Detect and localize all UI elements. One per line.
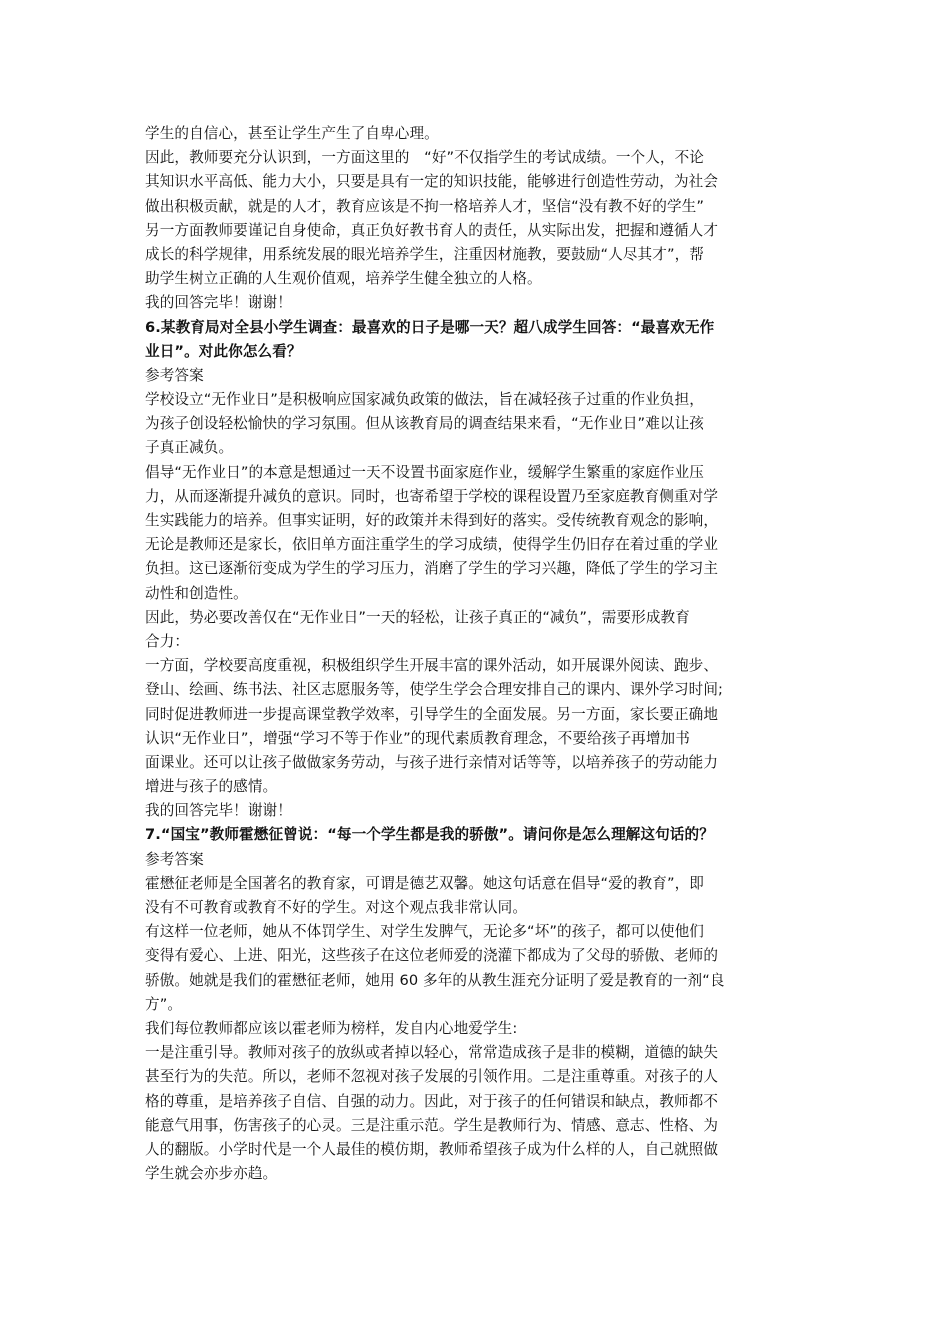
text-line: 做出积极贡献，就是的人才，教育应该是不拘一格培养人才，坚信“没有教不好的学生” xyxy=(145,197,704,215)
text-line: 助学生树立正确的人生观价值观，培养学生健全独立的人格。 xyxy=(145,270,542,288)
text-line: 认识“无作业日”，增强“学习不等于作业”的现代素质教育理念，不要给孩子再增加书 xyxy=(145,729,690,747)
text-line: 学校设立“无作业日”是积极响应国家减负政策的做法，旨在减轻孩子过重的作业负担， xyxy=(145,391,704,409)
text-line: 倡导“无作业日”的本意是想通过一天不设置书面家庭作业，缓解学生繁重的家庭作业压 xyxy=(145,463,704,481)
question-heading-line: 7.“国宝”教师霍懋征曾说：“每一个学生都是我的骄傲”。请问你是怎么理解这句话的？ xyxy=(145,826,714,844)
question-heading-line: 业日”。对此你怎么看？ xyxy=(145,342,302,360)
text-line: 无论是教师还是家长，依旧单方面注重学生的学习成绩，使得学生仍旧存在着过重的学业 xyxy=(145,536,719,554)
text-line: 因此，势必要改善仅在“无作业日”一天的轻松，让孩子真正的“减负”，需要形成教育 xyxy=(145,608,690,626)
text-line: 能意气用事，伤害孩子的心灵。三是注重示范。学生是教师行为、情感、意志、性格、为 xyxy=(145,1116,719,1134)
text-line: 霍懋征老师是全国著名的教育家，可谓是德艺双馨。她这句话意在倡导“爱的教育”，即 xyxy=(145,874,704,892)
text-line: 合力： xyxy=(145,632,190,650)
text-line: 我的回答完毕！谢谢！ xyxy=(145,294,292,312)
text-line: 同时促进教师进一步提高课堂教学效率，引导学生的全面发展。另一方面，家长要正确地 xyxy=(145,705,719,723)
text-line: 其知识水平高低、能力大小，只要是具有一定的知识技能，能够进行创造性劳动，为社会 xyxy=(145,173,719,191)
text-line: 负担。这已逐渐衍变成为学生的学习压力，消磨了学生的学习兴趣，降低了学生的学习主 xyxy=(145,560,719,578)
text-line: 增进与孩子的感情。 xyxy=(145,778,278,796)
text-line: 我的回答完毕！谢谢！ xyxy=(145,802,292,820)
text-line: 没有不可教育或教育不好的学生。对这个观点我非常认同。 xyxy=(145,899,528,916)
text-line: 成长的科学规律，用系统发展的眼光培养学生，注重因材施教，要鼓励“人尽其才”，帮 xyxy=(145,245,704,263)
text-line: 因此，教师要充分认识到，一方面这里的 “好”不仅指学生的考试成绩。一个人，不论 xyxy=(145,149,704,167)
text-line: 生实践能力的培养。但事实证明，好的政策并未得到好的落实。受传统教育观念的影响， xyxy=(145,512,719,529)
question-heading-line: 6.某教育局对全县小学生调查：最喜欢的日子是哪一天？超八成学生回答：“最喜欢无作 xyxy=(145,318,715,336)
text-line: 面课业。还可以让孩子做做家务劳动，与孩子进行亲情对话等等，以培养孩子的劳动能力 xyxy=(145,753,719,771)
text-line: 变得有爱心、上进、阳光，这些孩子在这位老师爱的浇灌下都成为了父母的骄傲、老师的 xyxy=(145,947,719,965)
text-line: 动性和创造性。 xyxy=(145,584,248,602)
text-line: 力，从而逐渐提升减负的意识。同时，也寄希望于学校的课程设置乃至家庭教育侧重对学 xyxy=(145,487,719,505)
document-page xyxy=(145,122,813,1186)
text-line: 另一方面教师要谨记自身使命，真正负好教书育人的责任，从实际出发，把握和遵循人才 xyxy=(145,221,719,239)
text-line: 为孩子创设轻松愉快的学习氛围。但从该教育局的调查结果来看，“无作业日”难以让孩 xyxy=(145,415,704,433)
text-line: 甚至行为的失范。所以，老师不忽视对孩子发展的引领作用。二是注重尊重。对孩子的人 xyxy=(145,1068,719,1086)
text-line: 登山、绘画、练书法、社区志愿服务等，使学生学会合理安排自己的课内、课外学习时间; xyxy=(145,681,724,699)
text-line: 骄傲。她就是我们的霍懋征老师，她用 60 多年的从教生涯充分证明了爱是教育的一剂“良 xyxy=(145,971,725,989)
text-line: 参考答案 xyxy=(145,366,204,384)
text-line: 方”。 xyxy=(145,995,183,1013)
text-line: 有这样一位老师，她从不体罚学生、对学生发脾气，无论多“坏”的孩子，都可以使他们 xyxy=(145,923,704,941)
text-line: 一方面，学校要高度重视，积极组织学生开展丰富的课外活动，如开展课外阅读、跑步、 xyxy=(145,657,719,675)
text-line: 格的尊重，是培养孩子自信、自强的动力。因此，对于孩子的任何错误和缺点，教师都不 xyxy=(145,1092,719,1110)
text-line: 一是注重引导。教师对孩子的放纵或者掉以轻心，常常造成孩子是非的模糊，道德的缺失 xyxy=(145,1044,719,1062)
text-line: 学生就会亦步亦趋。 xyxy=(145,1165,278,1183)
text-line: 我们每位教师都应该以霍老师为榜样，发自内心地爱学生: xyxy=(145,1019,518,1037)
text-line: 子真正减负。 xyxy=(145,439,234,457)
text-line: 学生的自信心，甚至让学生产生了自卑心理。 xyxy=(145,125,439,142)
text-line: 人的翻版。小学时代是一个人最佳的模仿期，教师希望孩子成为什么样的人，自己就照做 xyxy=(145,1140,719,1158)
text-line: 参考答案 xyxy=(145,850,204,868)
